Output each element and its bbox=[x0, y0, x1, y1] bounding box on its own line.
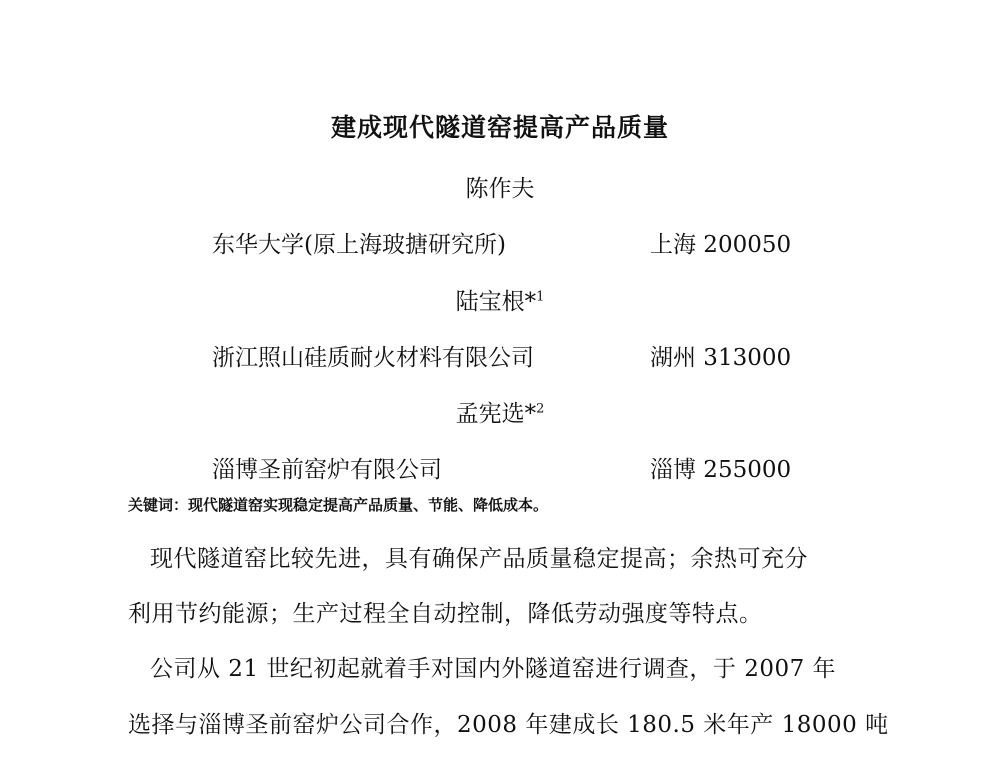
body-line: 利用节约能源；生产过程全自动控制，降低劳动强度等特点。 bbox=[128, 601, 763, 627]
author-3 bbox=[0, 395, 1000, 428]
author-1 bbox=[0, 170, 1000, 203]
keywords: 关键词：现代隧道窑实现稳定提高产品质量、节能、降低成本。 bbox=[128, 496, 549, 514]
author-marker: 1 bbox=[536, 289, 545, 305]
affiliation-2: 浙江照山硅质耐火材料有限公司 bbox=[212, 345, 534, 371]
affiliation-3: 淄博圣前窑炉有限公司 bbox=[212, 457, 442, 483]
author-marker: 2 bbox=[536, 401, 545, 417]
body-line: 选择与淄博圣前窑炉公司合作，2008 年建成长 180.5 米年产 18000 吨 bbox=[128, 712, 889, 738]
location-3: 淄博 255000 bbox=[650, 457, 792, 483]
author-name: 陈作夫 bbox=[465, 176, 535, 202]
author-2 bbox=[0, 283, 1000, 316]
author-name: 陆宝根* bbox=[455, 289, 537, 315]
location-2: 湖州 313000 bbox=[650, 345, 792, 371]
body-line: 现代隧道窑比较先进，具有确保产品质量稳定提高；余热可充分 bbox=[150, 546, 808, 572]
body-line: 公司从 21 世纪初起就着手对国内外隧道窑进行调查，于 2007 年 bbox=[150, 656, 837, 682]
paper-title: 建成现代隧道窑提高产品质量 bbox=[330, 113, 669, 142]
location-1: 上海 200050 bbox=[650, 232, 792, 258]
affiliation-1: 东华大学(原上海玻搪研究所) bbox=[212, 232, 506, 258]
author-name: 孟宪选* bbox=[455, 401, 537, 427]
